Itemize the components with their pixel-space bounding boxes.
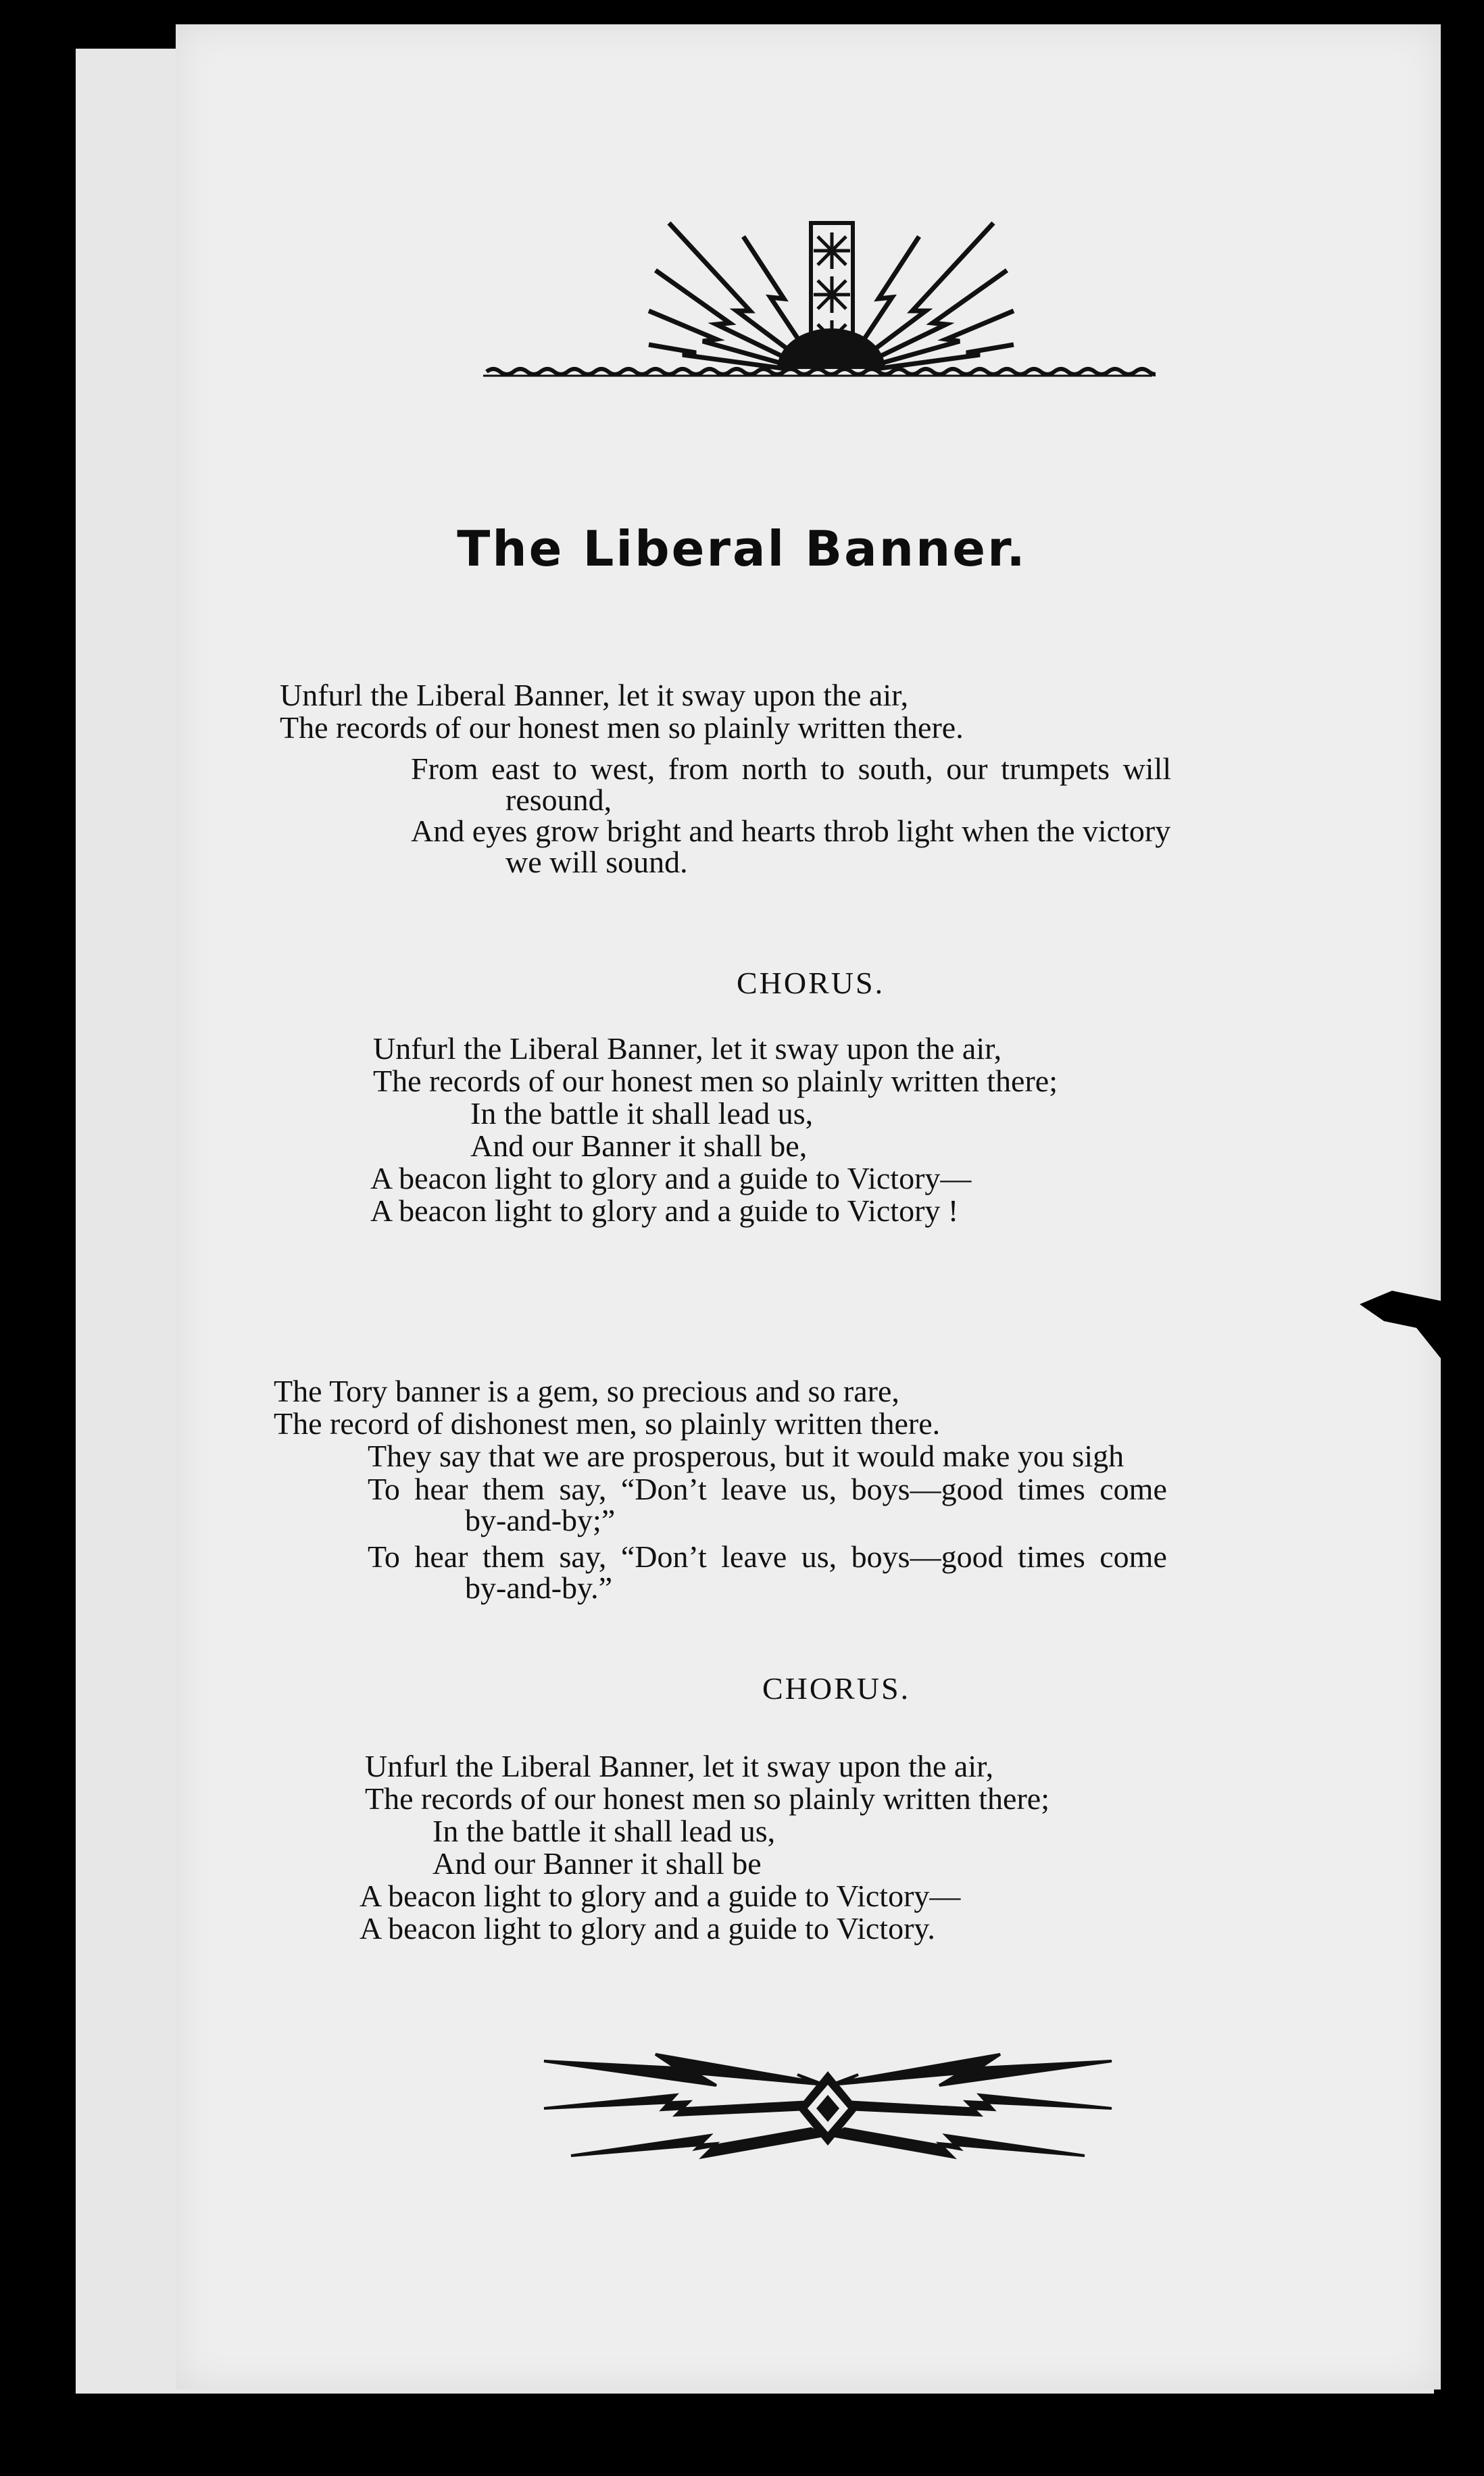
chorus-line: Unfurl the Liberal Banner, let it sway upon the air, (373, 1031, 1002, 1066)
verse-line: To hear them say, “Don’t leave us, boys—good times come (368, 1539, 1167, 1574)
verse-line: To hear them say, “Don’t leave us, boys—good times come (368, 1472, 1167, 1506)
chorus-line: And our Banner it shall be, (470, 1129, 808, 1163)
chorus-heading: CHORUS. (762, 1671, 911, 1706)
chorus-line: In the battle it shall lead us, (470, 1096, 814, 1131)
verse-line: Unfurl the Liberal Banner, let it sway upon the air, (280, 678, 909, 712)
verse-line: by-and-by.” (465, 1570, 612, 1605)
chorus-line: In the battle it shall lead us, (432, 1814, 776, 1848)
chorus-line: A beacon light to glory and a guide to Victory— (370, 1161, 972, 1195)
verse-line: by-and-by;” (465, 1503, 616, 1537)
verse-line: From east to west, from north to south, our trumpets will (411, 751, 1172, 786)
page-title: The Liberal Banner. (457, 520, 1027, 577)
verse-line: we will sound. (505, 845, 688, 879)
chorus-line: The records of our honest men so plainly written there; (373, 1064, 1058, 1098)
chorus-line: The records of our honest men so plainly written there; (365, 1781, 1049, 1816)
chorus-line: And our Banner it shall be (432, 1846, 762, 1881)
chorus-line: A beacon light to glory and a guide to Victory. (360, 1911, 935, 1946)
verse-line: The Tory banner is a gem, so precious and so rare, (274, 1374, 899, 1408)
verse-line: The record of dishonest men, so plainly written there. (274, 1406, 941, 1441)
chorus-line: A beacon light to glory and a guide to Victory ! (370, 1193, 959, 1228)
lightning-diamond-ornament-icon (541, 2048, 1115, 2169)
sunburst-ornament-icon (480, 209, 1156, 385)
chorus-heading: CHORUS. (737, 966, 885, 1000)
verse-line: The records of our honest men so plainly written there. (280, 710, 964, 745)
verse-line: resound, (505, 783, 612, 817)
chorus-line: Unfurl the Liberal Banner, let it sway upon the air, (365, 1749, 994, 1783)
chorus-line: A beacon light to glory and a guide to Victory— (360, 1879, 961, 1913)
verse-line: They say that we are prosperous, but it would make you sigh (368, 1439, 1124, 1473)
verse-line: And eyes grow bright and hearts throb light when the victory (411, 814, 1171, 848)
